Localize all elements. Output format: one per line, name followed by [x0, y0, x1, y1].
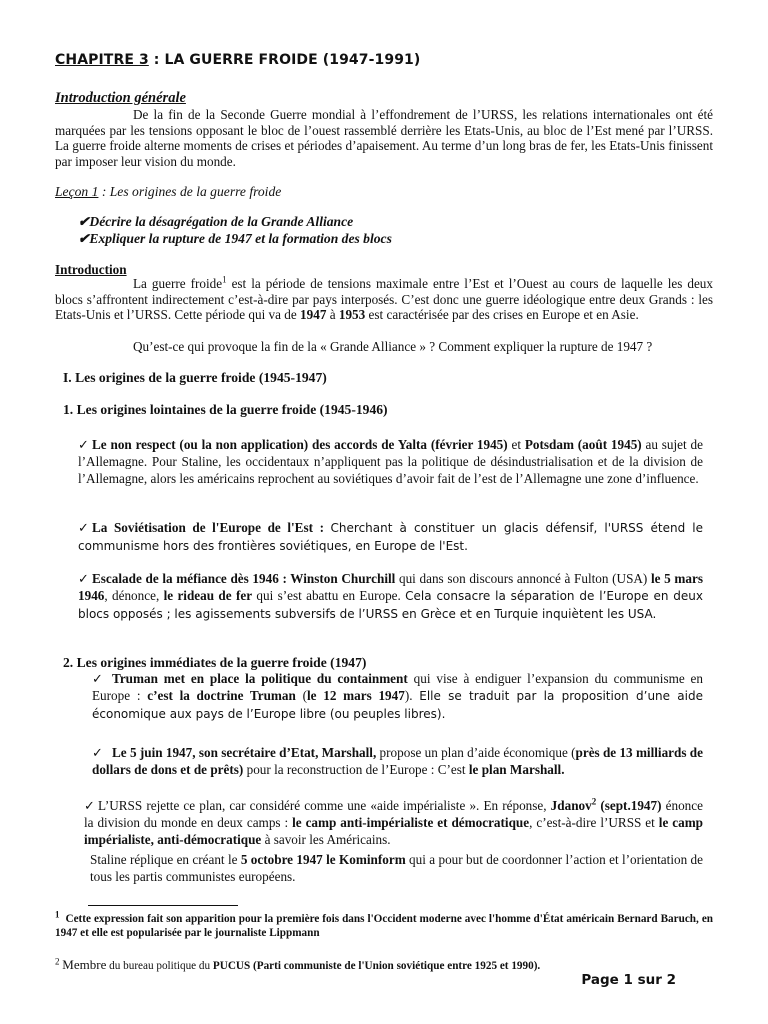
staline-paragraph: Staline réplique en créant le 5 octobre 1947 le Kominform qui a pour but de coordonner l’action et l’orientation de tous les partis communistes européens.: [90, 852, 703, 884]
section-1-heading: I. Les origines de la guerre froide (1945-1947): [63, 370, 327, 385]
objective-1: ✔Décrire la désagrégation de la Grande Alliance: [78, 214, 354, 229]
chapter-name: LA GUERRE FROIDE (1947-1991): [164, 52, 421, 68]
introduction-heading: Introduction: [55, 262, 127, 277]
intro-heading: Introduction générale: [55, 90, 186, 106]
bullet-truman: ✓ Truman met en place la politique du containment qui vise à endiguer l’expansion du communisme en Europe : c’est la doctrine Truman (le 12 mars 1947). Elle se traduit par la proposition d’une aide économique aux pays de l’Europe libre (ou peuples libres).: [92, 671, 703, 721]
page-number: Page 1 sur 2: [581, 972, 676, 988]
lesson-title: Leçon 1 : Les origines de la guerre froide: [55, 184, 282, 199]
check-icon: ✓: [78, 571, 90, 586]
problematic-question: Qu’est-ce qui provoque la fin de la « Grande Alliance » ? Comment expliquer la rupture de 1947 ?: [133, 339, 653, 354]
footnote-2: $^2$ Membre du bureau politique du PUCUS (Parti communiste de l'Union soviétique entre 1925 et 1990).: [55, 956, 541, 972]
check-icon: ✓: [84, 798, 96, 813]
bullet-jdanov: ✓ L’URSS rejette ce plan, car considéré comme une «aide impérialiste ». En réponse, Jdanov$^2$ (sept.1947) énonce la division du monde en deux camps : le camp anti-impérialiste et démocratique, c’est-à-dire l’URSS et le camp impérialiste, anti-démocratique à savoir les Américains.: [84, 796, 704, 847]
chapter-title: CHAPITRE 3 : LA GUERRE FROIDE (1947-1991): [55, 52, 421, 68]
subsection-1-heading: 1. Les origines lointaines de la guerre froide (1945-1946): [63, 402, 388, 417]
introduction-paragraph: La guerre froide$^1$ est la période de tensions maximale entre l’Est et l’Ouest au cours de laquelle les deux blocs s’affrontent indirectement c’est-à-dire par pays interposés. C’est donc une guerre idéologique entre deux Grands : les Etats-Unis et l’URSS. Cette période qui va de 1947 à 1953 est caractérisée par des crises en Europe et en Asie.: [55, 274, 713, 323]
bullet-sovietisation: ✓ La Soviétisation de l'Europe de l'Est : Cherchant à constituer un glacis défensif, l'URSS étend le communisme hors des frontières soviétiques, en Europe de l'Est.: [78, 520, 704, 553]
bullet-churchill: ✓ Escalade de la méfiance dès 1946 : Winston Churchill qui dans son discours annoncé à Fulton (USA) le 5 mars 1946, dénonce, le rideau de fer qui s’est abattu en Europe. Cela consacre la séparation de l’Europe en deux blocs opposés ; les agissements subversifs de l’URSS en Grèce et en Turquie inquiètent les USA.: [78, 571, 704, 621]
objective-2: ✔Expliquer la rupture de 1947 et la formation des blocs: [78, 231, 392, 246]
check-icon: ✓: [92, 671, 104, 686]
footnote-1: $^1$ Cette expression fait son apparition pour la première fois dans l'Occident moderne avec l'homme d'État américain Bernard Baruch, en 1947 et elle est popularisée par le journaliste Lippmann: [55, 909, 714, 939]
check-icon: ✓: [78, 520, 90, 535]
subsection-2-heading: 2. Les origines immédiates de la guerre froide (1947): [63, 655, 367, 670]
check-icon: ✓: [92, 745, 104, 760]
check-icon: ✓: [78, 437, 90, 452]
chapter-number: CHAPITRE 3: [55, 52, 149, 68]
bullet-marshall: ✓ Le 5 juin 1947, son secrétaire d’Etat, Marshall, propose un plan d’aide économique (près de 13 milliards de dollars de dons et de prêts) pour la reconstruction de l’Europe : C’est le plan Marshall.: [92, 745, 703, 777]
intro-paragraph: De la fin de la Seconde Guerre mondial à l’effondrement de l’URSS, les relations internationales ont été marquées par les tensions opposant le bloc de l’ouest rassemblé derrière les Etats-Unis, au bloc de l’Est mené par l’URSS. La guerre froide alterne moments de crises et périodes d’apaisement. Au terme d’un long bras de fer, les Etats-Unis finissent par imposer leur vision du monde.: [55, 107, 713, 169]
bullet-yalta: ✓ Le non respect (ou la non application) des accords de Yalta (février 1945) et Potsdam (août 1945) au sujet de l’Allemagne. Pour Staline, les occidentaux n’appliquent pas la politique de désindustrialisation et de la division de l’Allemagne, alors les américains reprochent au soviétiques d’avoir fait de l’est de l’Allemagne une zone d’influence.: [78, 437, 703, 486]
footnote-divider: [88, 905, 238, 906]
